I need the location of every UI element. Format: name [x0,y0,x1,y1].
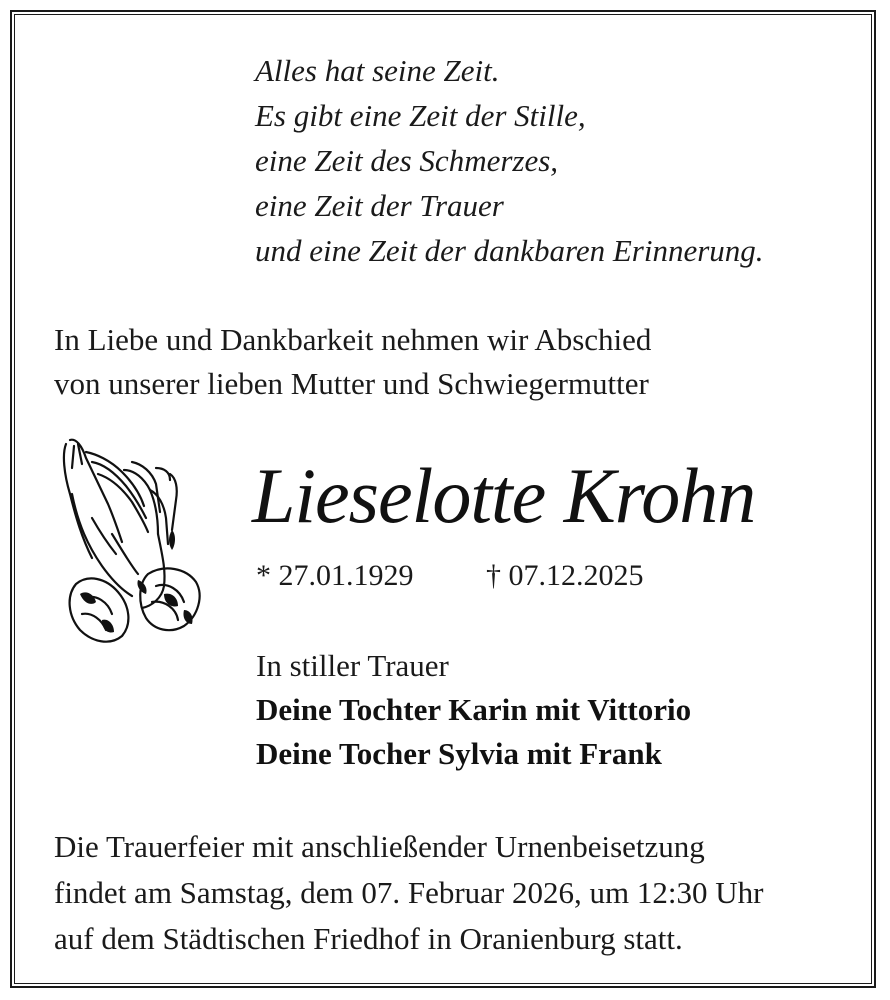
birth-date: * 27.01.1929 [256,559,414,592]
poem-line: eine Zeit des Schmerzes, [255,143,559,178]
death-date: † 07.12.2025 [486,559,644,592]
service-line: findet am Samstag, dem 07. Februar 2026, um 12:30 Uhr [54,875,764,910]
service-info [54,824,763,962]
praying-hands-icon [52,434,204,648]
family-member: Deine Tocher Sylvia mit Frank [256,736,662,771]
intro-line: von unserer lieben Mutter und Schwiegermutter [54,366,649,401]
mourning-label: In stiller Trauer [256,648,449,683]
deceased-name: Lieselotte Krohn [252,452,756,539]
family-list [256,688,691,776]
poem-line: Es gibt eine Zeit der Stille, [255,98,586,133]
intro-line: In Liebe und Dankbarkeit nehmen wir Abschied [54,322,652,357]
poem-line: und eine Zeit der dankbaren Erinnerung. [255,233,764,268]
service-line: Die Trauerfeier mit anschließender Urnenbeisetzung [54,829,705,864]
family-member: Deine Tochter Karin mit Vittorio [256,692,692,727]
service-line: auf dem Städtischen Friedhof in Oranienburg statt. [54,921,683,956]
poem-line: Alles hat seine Zeit. [255,53,500,88]
poem-line: eine Zeit der Trauer [255,188,504,223]
intro-text [54,318,651,406]
poem [255,48,764,273]
